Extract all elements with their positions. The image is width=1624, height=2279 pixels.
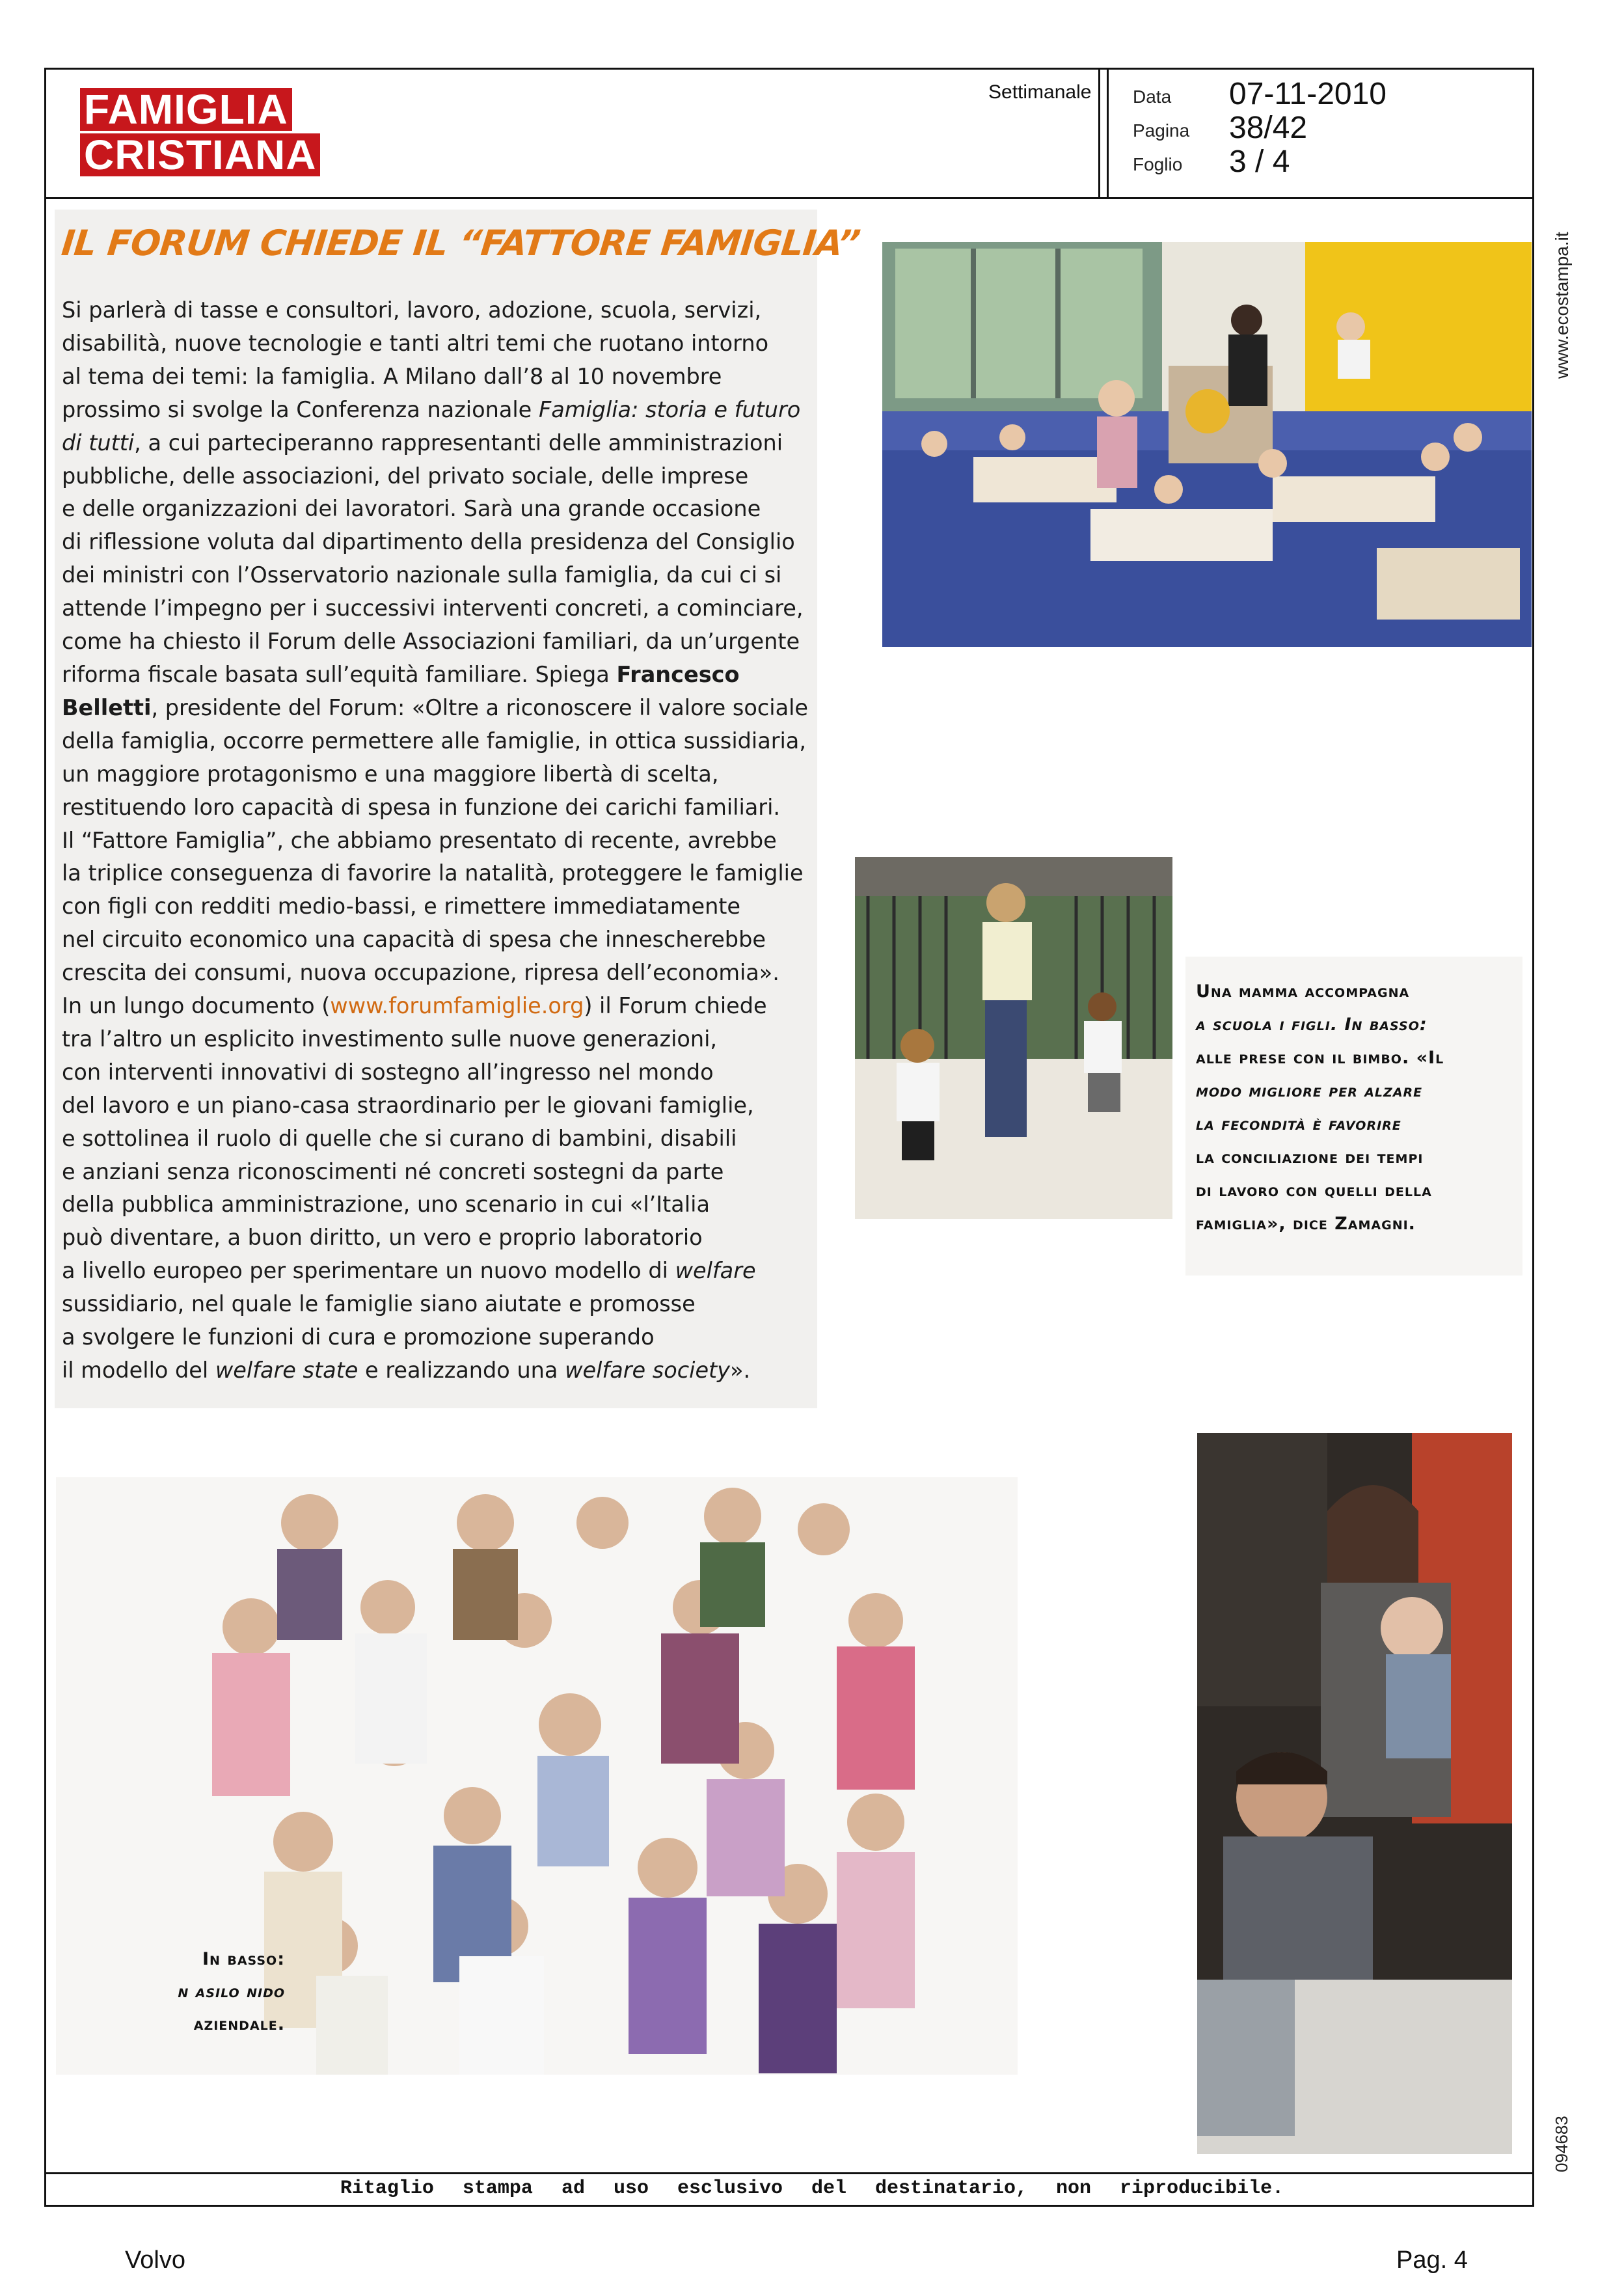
school-photo bbox=[855, 857, 1172, 1219]
caption-line: a scuola i figli. In basso: bbox=[1196, 1015, 1428, 1035]
masthead bbox=[44, 68, 1534, 199]
article-headline: IL FORUM CHIEDE IL “FATTORE FAMIGLIA” bbox=[59, 223, 862, 264]
nursery-illustration bbox=[882, 242, 1532, 647]
article-body bbox=[62, 294, 809, 1387]
caption-line: alle prese con il bimbo. «Il bbox=[1196, 1048, 1444, 1068]
footer-page-number: Pag. 4 bbox=[1396, 2246, 1468, 2274]
article-line: della famiglia, occorre permettere alle famiglie, in ottica sussidiaria, bbox=[62, 728, 806, 754]
caption-line: famiglia», dice Zamagni. bbox=[1196, 1214, 1416, 1234]
family-photo bbox=[1197, 1433, 1512, 2154]
article-line: attende l’impegno per i successivi interventi concreti, a cominciare, bbox=[62, 595, 804, 621]
photo-caption-right bbox=[1196, 975, 1515, 1240]
article-line: al tema dei temi: la famiglia. A Milano dall’8 al 10 novembre bbox=[62, 363, 722, 389]
footer-client: Volvo bbox=[125, 2246, 185, 2274]
header-divider bbox=[1098, 70, 1100, 197]
meta-label-date: Data bbox=[1133, 87, 1172, 107]
meta-value-date: 07-11-2010 bbox=[1229, 77, 1387, 111]
meta-label-sheet: Foglio bbox=[1133, 154, 1183, 174]
footer-note: Ritaglio stampa ad uso esclusivo del destinatario, non riproducibile. bbox=[340, 2177, 1284, 2200]
article-line: pubbliche, delle associazioni, del privato sociale, delle imprese bbox=[62, 463, 749, 489]
article-line: tra l’altro un esplicito investimento sulle nuove generazioni, bbox=[62, 1026, 718, 1052]
side-url: www.ecostampa.it bbox=[1552, 232, 1572, 379]
footer-rule bbox=[44, 2172, 1534, 2174]
article-line: il modello del welfare state e realizzando una welfare society». bbox=[62, 1358, 751, 1383]
article-line: la triplice conseguenza di favorire la natalità, proteggere le famiglie bbox=[62, 860, 804, 886]
italic-term: Famiglia: storia e futuro bbox=[538, 396, 801, 422]
meta-value-page: 38/42 bbox=[1229, 111, 1308, 145]
article-line: può diventare, a buon diritto, un vero e proprio laboratorio bbox=[62, 1225, 703, 1251]
article-line: con figli con redditi medio-bassi, e rimettere immediatamente bbox=[62, 894, 741, 920]
frequency-label: Settimanale bbox=[988, 81, 1092, 103]
school-illustration bbox=[855, 857, 1172, 1219]
side-code: 094683 bbox=[1552, 2116, 1571, 2172]
article-line: nel circuito economico una capacità di spesa che innescherebbe bbox=[62, 927, 766, 953]
person-name: Francesco bbox=[616, 661, 740, 687]
caption-line: aziendale. bbox=[193, 2014, 285, 2034]
article-line: come ha chiesto il Forum delle Associazioni familiari, da un’urgente bbox=[62, 629, 800, 655]
article-line: Belletti, presidente del Forum: «Oltre a riconoscere il valore sociale bbox=[62, 694, 809, 720]
article-line: con interventi innovativi di sostegno all’ingresso nel mondo bbox=[62, 1059, 714, 1085]
article-line: Il “Fattore Famiglia”, che abbiamo presentato di recente, avrebbe bbox=[62, 827, 777, 853]
meta-value-sheet: 3 / 4 bbox=[1229, 144, 1290, 179]
italic-term: welfare bbox=[675, 1258, 756, 1284]
article-line: di tutti, a cui parteciperanno rappresentanti delle amministrazioni bbox=[62, 430, 783, 456]
article-line: e delle organizzazioni dei lavoratori. Sarà una grande occasione bbox=[62, 496, 761, 522]
nursery-photo bbox=[882, 242, 1532, 647]
header-divider bbox=[1107, 70, 1109, 197]
caption-line: Una mamma accompagna bbox=[1196, 981, 1410, 1002]
article-line: e sottolinea il ruolo di quelle che si curano di bambini, disabili bbox=[62, 1125, 737, 1151]
article-line: della pubblica amministrazione, uno scenario in cui «l’Italia bbox=[62, 1192, 710, 1218]
forum-website-link[interactable]: www.forumfamiglie.org bbox=[330, 993, 584, 1019]
photo-caption-left bbox=[124, 1943, 285, 2041]
italic-term: welfare society bbox=[565, 1358, 731, 1383]
article-line: un maggiore protagonismo e una maggiore libertà di scelta, bbox=[62, 761, 719, 787]
caption-line: In basso: bbox=[202, 1949, 285, 1969]
article-line: disabilità, nuove tecnologie e tanti altri temi che ruotano intorno bbox=[62, 330, 769, 356]
article-line: a svolgere le funzioni di cura e promozione superando bbox=[62, 1324, 655, 1350]
caption-line: modo migliore per alzare bbox=[1196, 1081, 1423, 1101]
meta-label-page: Pagina bbox=[1133, 120, 1190, 141]
article-line: sussidiario, nel quale le famiglie siano aiutate e promosse bbox=[62, 1291, 696, 1317]
article-line: crescita dei consumi, nuova occupazione, ripresa dell’economia». bbox=[62, 960, 779, 986]
caption-line: la conciliazione dei tempi bbox=[1196, 1147, 1424, 1167]
publication-logo bbox=[80, 88, 327, 185]
article-line: di riflessione voluta dal dipartimento della presidenza del Consiglio bbox=[62, 529, 795, 555]
caption-line: n asilo nido bbox=[178, 1982, 285, 2002]
logo-line-2: CRISTIANA bbox=[80, 133, 320, 176]
italic-term: welfare state bbox=[215, 1358, 359, 1383]
person-name: Belletti bbox=[62, 694, 152, 720]
article-line: Si parlerà di tasse e consultori, lavoro, adozione, scuola, servizi, bbox=[62, 297, 762, 323]
article-line: dei ministri con l’Osservatorio nazionale sulla famiglia, da cui ci si bbox=[62, 562, 782, 588]
italic-term: di tutti bbox=[62, 430, 135, 456]
article-line: e anziani senza riconoscimenti né concreti sostegni da parte bbox=[62, 1158, 724, 1184]
article-line: restituendo loro capacità di spesa in funzione dei carichi familiari. bbox=[62, 794, 781, 820]
family-illustration bbox=[1197, 1433, 1512, 2154]
article-line: riforma fiscale basata sull’equità familiare. Spiega Francesco bbox=[62, 661, 740, 687]
article-line: In un lungo documento (www.forumfamiglie.org) il Forum chiede bbox=[62, 993, 767, 1019]
caption-line: la fecondità è favorire bbox=[1196, 1114, 1401, 1134]
article-line: prossimo si svolge la Conferenza nazionale Famiglia: storia e futuro bbox=[62, 396, 801, 422]
article-line: a livello europeo per sperimentare un nuovo modello di welfare bbox=[62, 1258, 756, 1284]
article-line: del lavoro e un piano-casa straordinario per le giovani famiglie, bbox=[62, 1092, 754, 1118]
caption-line: di lavoro con quelli della bbox=[1196, 1180, 1432, 1201]
logo-line-1: FAMIGLIA bbox=[80, 88, 292, 131]
